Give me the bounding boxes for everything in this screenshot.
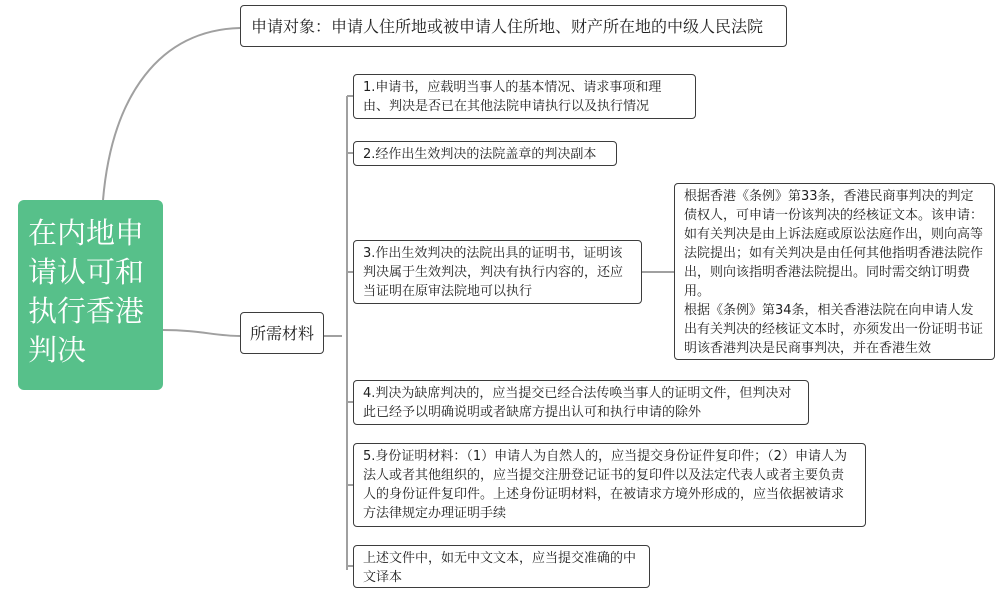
link-root-to-target <box>103 28 240 200</box>
material-item-application[interactable]: 1.申请书，应载明当事人的基本情况、请求事项和理由、判决是否已在其他法院申请执行以及执行情况 <box>353 74 696 119</box>
material-item-identity-proof[interactable]: 5.身份证明材料：（1）申请人为自然人的，应当提交身份证件复印件；（2）申请人为法人或者其他组织的，应当提交注册登记证书的复印件以及法定代表人或者主要负责人的身份证件复印件。上述身份证明材料，在被请求方境外形成的，应当依据被请求方法律规定办理证明手续 <box>353 443 866 527</box>
note-article-33: 根据香港《条例》第33条，香港民商事判决的判定债权人，可申请一份该判决的经核证文本。该申请：如有关判决是由上诉法庭或原讼法庭作出，则向高等法院提出；如有关判决是由任何其他指明香港法院作出，则向该指明香港法院提出。同时需交纳订明费用。 <box>684 189 984 299</box>
material-item-judgment-copy[interactable]: 2.经作出生效判决的法院盖章的判决副本 <box>353 141 617 166</box>
material-item-certificate[interactable]: 3.作出生效判决的法院出具的证明书，证明该判决属于生效判决，判决有执行内容的，还应当证明在原审法院地可以执行 <box>353 240 642 304</box>
target-court-node[interactable]: 申请对象：申请人住所地或被申请人住所地、财产所在地的中级人民法院 <box>240 5 787 47</box>
note-article-34: 根据《条例》第34条，相关香港法院在向申请人发出有关判决的经核证文本时，亦须发出一份证明书证明该香港判决是民商事判决，并在香港生效 <box>684 303 984 356</box>
certificate-note[interactable] <box>674 183 995 360</box>
material-item-translation[interactable]: 上述文件中，如无中文文本，应当提交准确的中文译本 <box>353 545 650 588</box>
materials-node[interactable]: 所需材料 <box>240 312 324 354</box>
material-item-default-judgment[interactable]: 4.判决为缺席判决的，应当提交已经合法传唤当事人的证明文件，但判决对此已经予以明确说明或者缺席方提出认可和执行申请的除外 <box>353 380 809 425</box>
root-topic[interactable]: 在内地申请认可和执行香港判决 <box>18 200 163 390</box>
link-root-to-materials <box>163 330 240 336</box>
